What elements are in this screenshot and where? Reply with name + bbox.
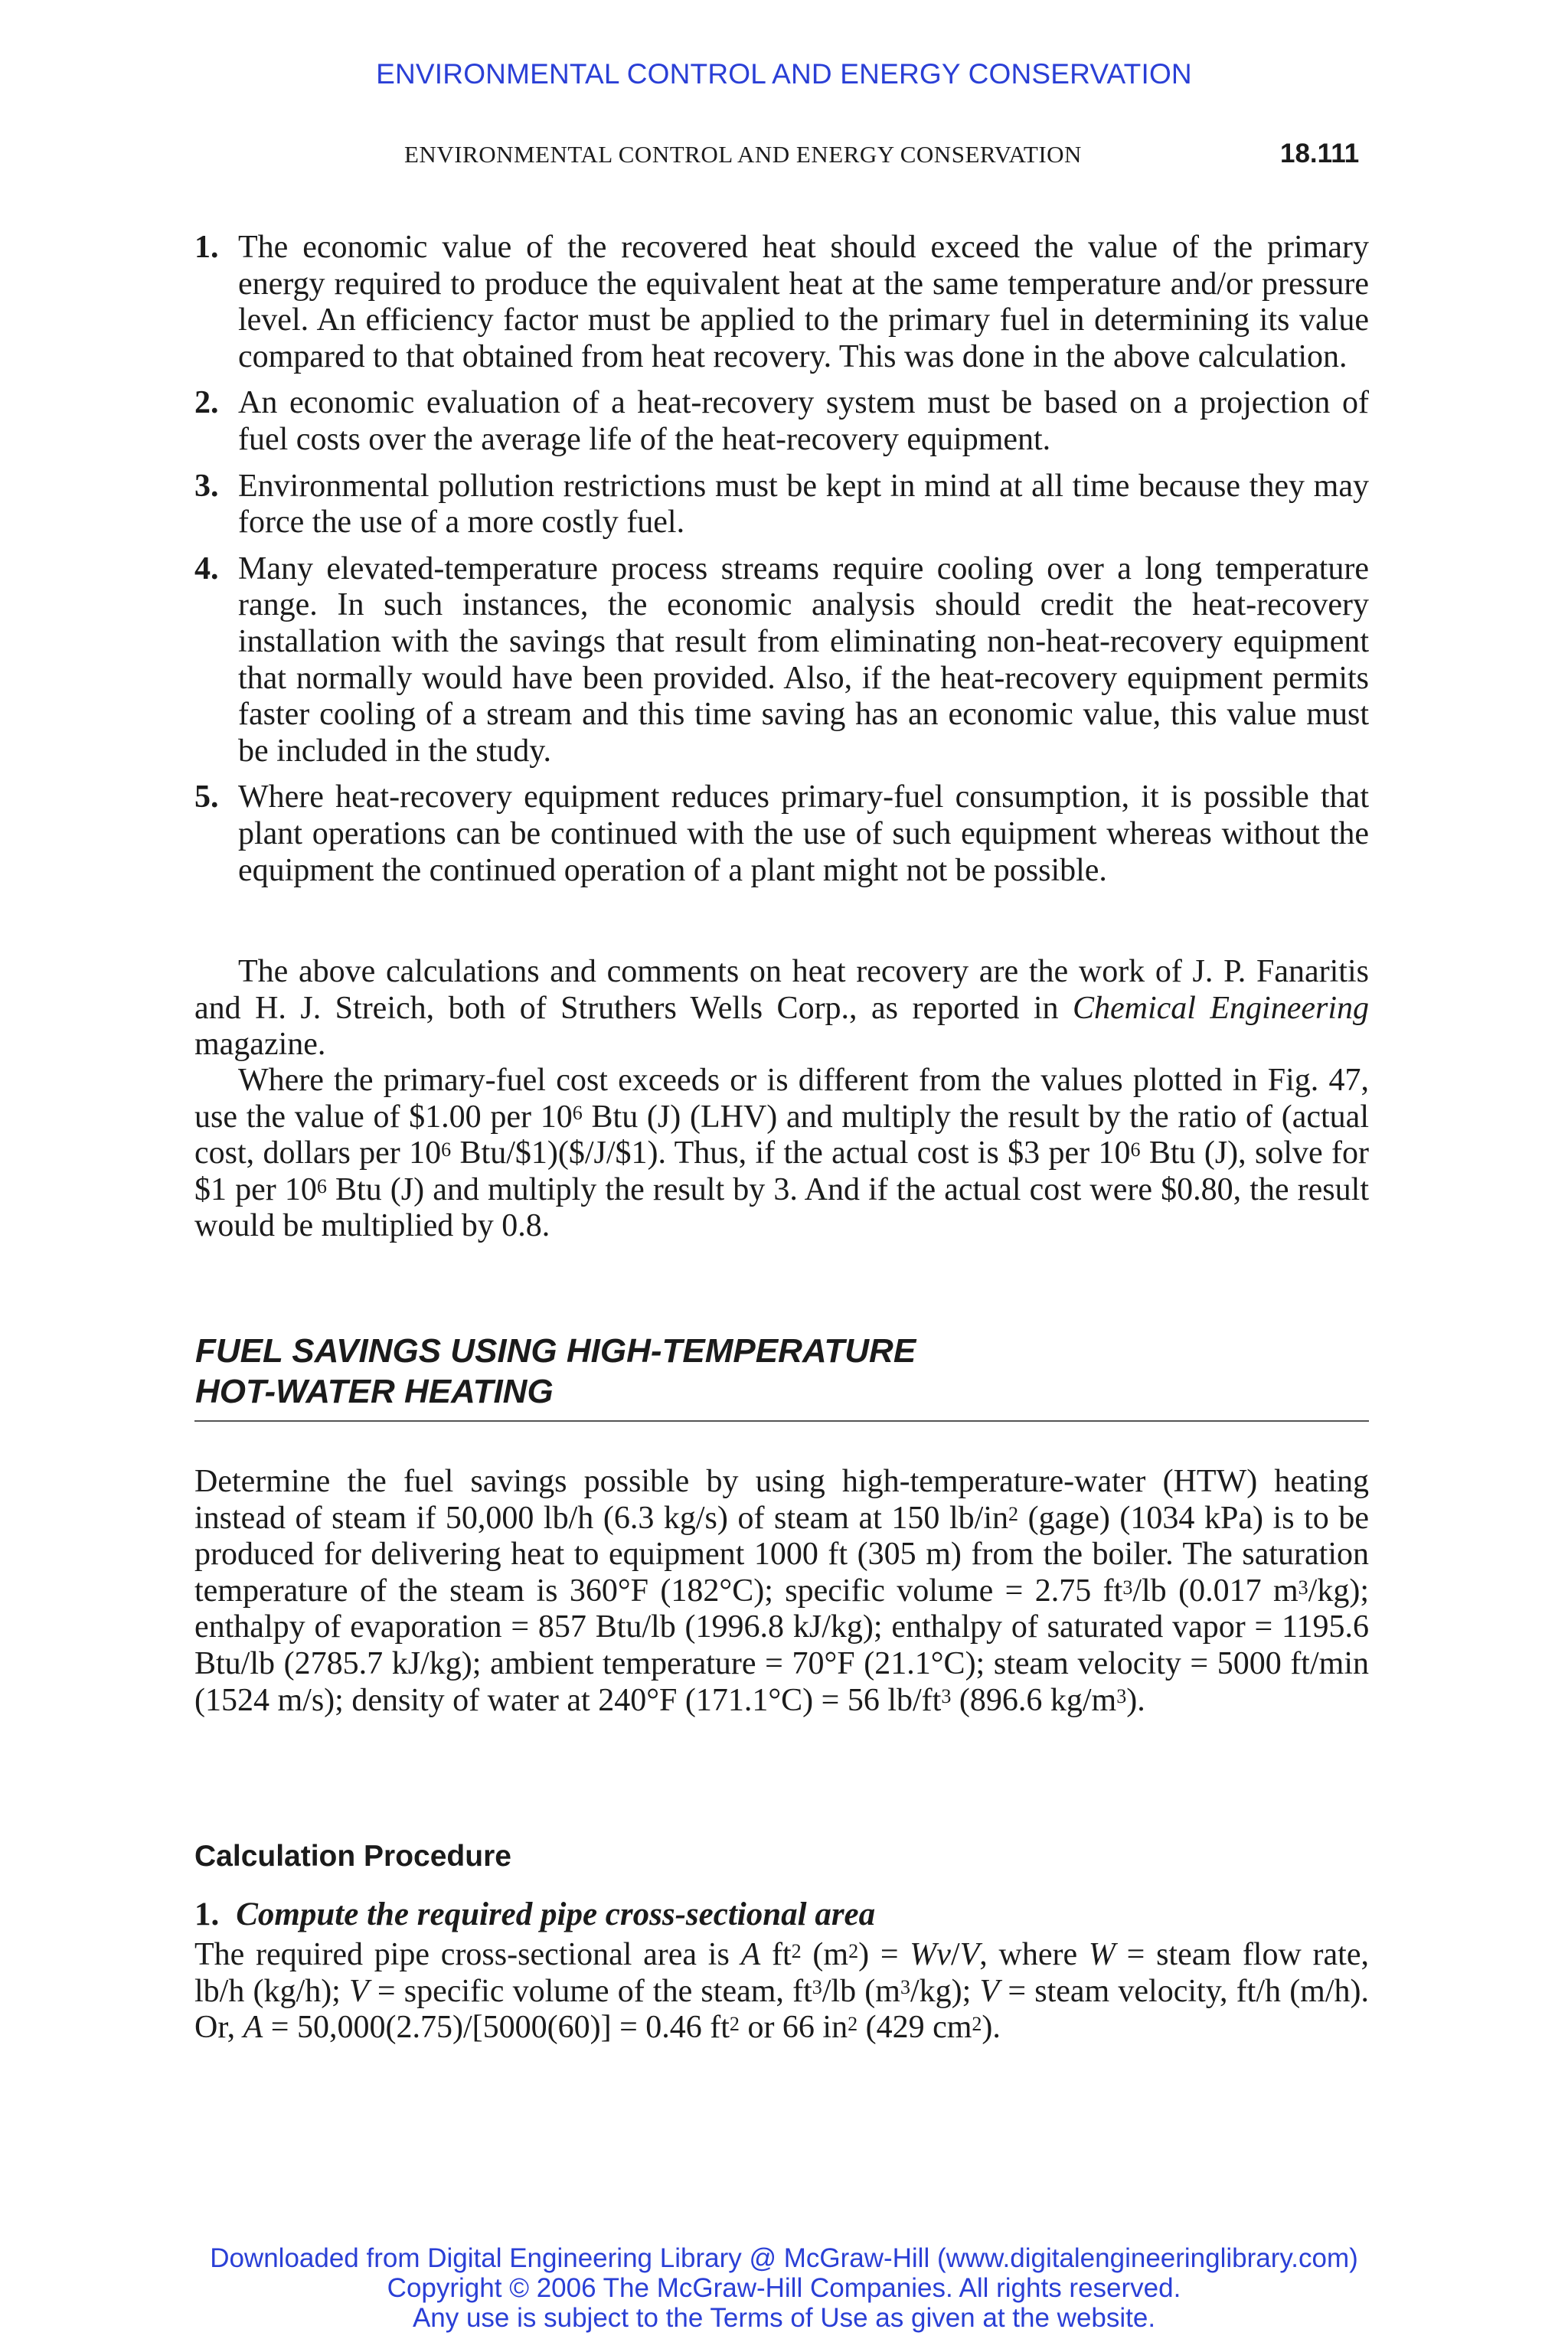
footer-notice xyxy=(0,2243,1568,2333)
footer-terms-link[interactable]: Any use is subject to the Terms of Use as given at the website. xyxy=(412,2303,1156,2333)
list-item-text: Where heat-recovery equipment reduces primary-fuel consumption, it is possible that plant operations can be continued with the use of such equipment whereas without the equipment the continued operation of a plant might not be possible. xyxy=(238,779,1369,888)
list-item-text: The economic value of the recovered heat should exceed the value of the primary energy required to produce the equivalent heat at the same temperature and/or pressure level. An efficiency factor must be applied to the primary fuel in determining its value compared to that obtained from heat recovery. This was done in the above calculation. xyxy=(238,230,1369,374)
list-item-number: 5. xyxy=(194,779,219,815)
list-item-text: An economic evaluation of a heat-recovery system must be based on a projection of fuel costs over the average life of the heat-recovery equipment. xyxy=(238,385,1369,457)
list-item xyxy=(194,469,1369,541)
top-banner-link[interactable]: ENVIRONMENTAL CONTROL AND ENERGY CONSERVATION xyxy=(376,58,1192,90)
page-number: 18.111 xyxy=(1280,139,1360,168)
list-item xyxy=(194,230,1369,375)
list-item-text: Environmental pollution restrictions must be kept in mind at all time because they may force the use of a more costly fuel. xyxy=(238,468,1369,541)
calculation-procedure-heading: Calculation Procedure xyxy=(194,1840,511,1873)
section-rule xyxy=(194,1420,1369,1422)
section-title: FUEL SAVINGS USING HIGH-TEMPERATURE HOT-WATER HEATING xyxy=(195,1332,916,1410)
footer-copyright: Copyright © 2006 The McGraw-Hill Companies. All rights reserved. xyxy=(387,2273,1181,2303)
problem-statement: Determine the fuel savings possible by using high-temperature-water (HTW) heating instead of steam if 50,000 lb/h (6.3 kg/s) of steam at 150 $lb/in^2$ (gage) (1034 kPa) is to be produced for delivering heat to equipment 1000 ft (305 m) from the boiler. The saturation temperature of the steam is 360°F (182°C); specific volume = 2.75 $ft^3/lb$ (0.017 $m^3/kg$); enthalpy of evaporation = 857 Btu/lb (1996.8 kJ/kg); enthalpy of saturated vapor = 1195.6 Btu/lb (2785.7 kJ/kg); ambient temperature = 70°F (21.1°C); steam velocity = 5000 ft/min (1524 m/s); density of water at 240°F (171.1°C) = 56 $lb/ft^3$ (896.6 $kg/m^3$). xyxy=(194,1464,1370,1718)
list-item xyxy=(194,779,1369,889)
list-item-number: 4. xyxy=(194,550,219,586)
running-head-title: ENVIRONMENTAL CONTROL AND ENERGY CONSERVATION xyxy=(404,141,1082,168)
footer-download-link[interactable]: Downloaded from Digital Engineering Library @ McGraw-Hill (www.digitalengineeringlibrary.com) xyxy=(210,2243,1358,2273)
step-title: 1. Compute the required pipe cross-sectional area xyxy=(194,1896,876,1932)
journal-title: Chemical Engineering xyxy=(1072,990,1369,1026)
credits-paragraph: The above calculations and comments on heat recovery are the work of J. P. Fanaritis and H. J. Streich, both of Struthers Wells Corp., as reported in Chemical Engineering magazine. xyxy=(194,954,1369,1063)
cost-note-paragraph: Where the primary-fuel cost exceeds or is different from the values plotted in Fig. 47, use the value of $1.00 per $10^6$ Btu (J) (LHV) and multiply the result by the ratio of (actual cost, dollars per $10^6$ Btu/$1)($/J/$1). Thus, if the actual cost is $3 per $10^6$ Btu (J), solve for $1 per $10^6$ Btu (J) and multiply the result by 3. And if the actual cost were $0.80, the result would be multiplied by 0.8. xyxy=(194,1063,1370,1244)
list-item xyxy=(194,385,1369,458)
list-item-number: 3. xyxy=(194,468,219,504)
list-item-number: 1. xyxy=(194,230,219,265)
list-item-text: Many elevated-temperature process streams require cooling over a long temperature range. In such instances, the economic analysis should credit the heat-recovery installation with the savings that result from eliminating non-heat-recovery equipment that normally would have been provided. Also, if the heat-recovery equipment permits faster cooling of a stream and this time saving has an economic value, this value must be included in the study. xyxy=(238,550,1369,769)
list-item-number: 2. xyxy=(194,385,219,421)
step-body: The required pipe cross-sectional area is A $ft^2$ $(m^2) = Wv/V$, where W = steam flow rate, lb/h (kg/h); V = specific volume of the steam, $ft^3/lb$ $(m^3/kg)$; V = steam velocity, ft/h (m/h). Or, A = 50,000(2.75)/[5000(60)] = 0.46 $ft^2$ or 66 $in^2$ (429 $cm^2$). xyxy=(194,1937,1369,2046)
list-item xyxy=(194,551,1369,770)
numbered-list xyxy=(194,230,1369,899)
